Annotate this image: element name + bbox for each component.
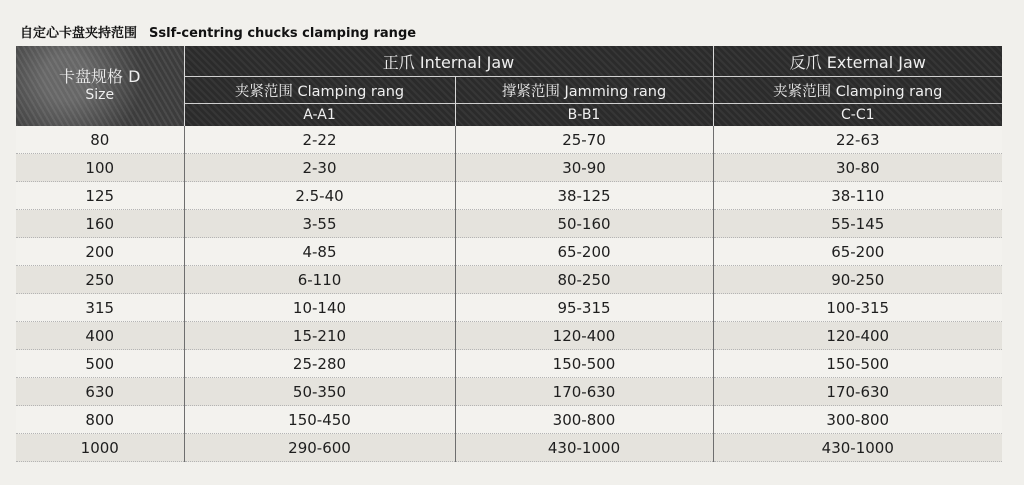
title-english: Sslf-centring chucks clamping range	[149, 26, 417, 41]
range-b-cell: 80-250	[455, 266, 713, 294]
code-b-header: B-B1	[455, 104, 713, 127]
clamping-range-table	[16, 46, 1002, 462]
size-cell: 125	[16, 182, 184, 210]
range-a-cell: 4-85	[184, 238, 455, 266]
table-row	[16, 126, 1002, 154]
table-row	[16, 350, 1002, 378]
table-row	[16, 210, 1002, 238]
range-a-cell: 290-600	[184, 434, 455, 462]
range-a-cell: 15-210	[184, 322, 455, 350]
range-c-cell: 100-315	[713, 294, 1002, 322]
range-b-cell: 120-400	[455, 322, 713, 350]
table-row	[16, 182, 1002, 210]
internal-jaw-header: 正爪 Internal Jaw	[184, 46, 713, 77]
code-a-header: A-A1	[184, 104, 455, 127]
range-b-cell: 50-160	[455, 210, 713, 238]
code-c-header: C-C1	[713, 104, 1002, 127]
range-b-cell: 150-500	[455, 350, 713, 378]
size-cell: 100	[16, 154, 184, 182]
clamping-range-table-container	[16, 46, 1002, 457]
range-c-cell: 150-500	[713, 350, 1002, 378]
size-cell: 160	[16, 210, 184, 238]
range-b-cell: 65-200	[455, 238, 713, 266]
range-c-cell: 22-63	[713, 126, 1002, 154]
table-row	[16, 154, 1002, 182]
range-a-cell: 25-280	[184, 350, 455, 378]
size-cell: 630	[16, 378, 184, 406]
range-c-cell: 120-400	[713, 322, 1002, 350]
size-cell: 1000	[16, 434, 184, 462]
range-a-cell: 150-450	[184, 406, 455, 434]
header-row-jaw-groups	[16, 46, 1002, 77]
size-cell: 400	[16, 322, 184, 350]
range-c-cell: 170-630	[713, 378, 1002, 406]
range-a-cell: 2.5-40	[184, 182, 455, 210]
jamming-internal-header: 撑紧范围 Jamming rang	[455, 77, 713, 104]
size-cell: 200	[16, 238, 184, 266]
range-b-cell: 430-1000	[455, 434, 713, 462]
size-cell: 250	[16, 266, 184, 294]
range-c-cell: 300-800	[713, 406, 1002, 434]
range-a-cell: 10-140	[184, 294, 455, 322]
range-c-cell: 38-110	[713, 182, 1002, 210]
size-column-header	[16, 46, 184, 126]
range-b-cell: 300-800	[455, 406, 713, 434]
range-b-cell: 170-630	[455, 378, 713, 406]
range-a-cell: 2-22	[184, 126, 455, 154]
document-title	[20, 22, 416, 41]
size-cell: 315	[16, 294, 184, 322]
range-a-cell: 6-110	[184, 266, 455, 294]
size-cell: 500	[16, 350, 184, 378]
range-b-cell: 95-315	[455, 294, 713, 322]
clamping-external-header: 夹紧范围 Clamping rang	[713, 77, 1002, 104]
range-c-cell: 65-200	[713, 238, 1002, 266]
table-row	[16, 238, 1002, 266]
title-chinese: 自定心卡盘夹持范围	[20, 26, 138, 41]
size-header-en: Size	[85, 87, 115, 103]
table-row	[16, 378, 1002, 406]
size-header-zh: 卡盘规格 D	[59, 67, 141, 86]
range-c-cell: 55-145	[713, 210, 1002, 238]
table-row	[16, 406, 1002, 434]
range-a-cell: 2-30	[184, 154, 455, 182]
range-c-cell: 90-250	[713, 266, 1002, 294]
range-a-cell: 3-55	[184, 210, 455, 238]
size-cell: 800	[16, 406, 184, 434]
table-header	[16, 46, 1002, 126]
range-c-cell: 30-80	[713, 154, 1002, 182]
external-jaw-header: 反爪 External Jaw	[713, 46, 1002, 77]
range-b-cell: 25-70	[455, 126, 713, 154]
range-a-cell: 50-350	[184, 378, 455, 406]
table-row	[16, 322, 1002, 350]
clamping-internal-header: 夹紧范围 Clamping rang	[184, 77, 455, 104]
range-c-cell: 430-1000	[713, 434, 1002, 462]
range-b-cell: 30-90	[455, 154, 713, 182]
range-b-cell: 38-125	[455, 182, 713, 210]
table-row	[16, 294, 1002, 322]
size-cell: 80	[16, 126, 184, 154]
table-row	[16, 434, 1002, 462]
table-body	[16, 126, 1002, 462]
table-row	[16, 266, 1002, 294]
